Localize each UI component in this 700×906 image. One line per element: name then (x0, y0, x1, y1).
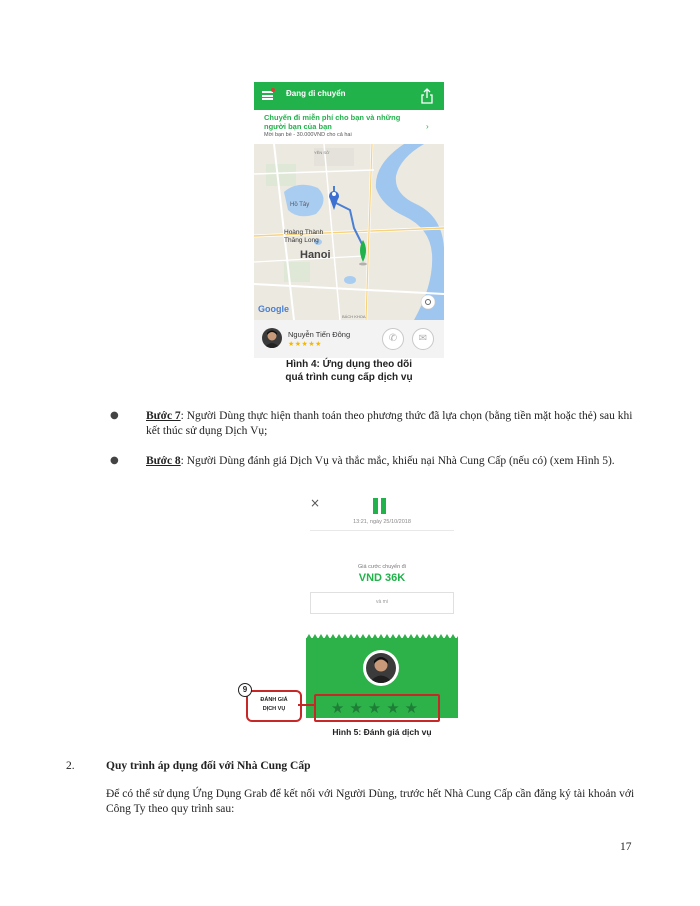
promo-banner[interactable] (254, 110, 444, 144)
callout-line1: ĐÁNH GIÁ (260, 697, 288, 703)
driver-panel (254, 320, 444, 358)
notification-dot-icon (271, 88, 275, 92)
map-label-yen-so: YÊN SỞ (314, 150, 330, 155)
section-paragraph: Để có thể sử dụng Ứng Dụng Grab để kết nối với Người Dùng, trước hết Nhà Cung Cấp cần đăng ký tài khoản với Công Ty theo quy trình sau: (106, 788, 635, 815)
driver-name: Nguyễn Tiến Đông (288, 330, 351, 339)
figure-5-caption: Hình 5: Đánh giá dịch vụ (332, 727, 432, 737)
cash-label: và mi (376, 599, 388, 605)
callout-line2: DỊCH VỤ (262, 706, 286, 712)
divider (310, 530, 454, 531)
figure-5-screenshot (306, 488, 458, 718)
menu-icon[interactable] (262, 91, 273, 100)
callout-number-badge: 9 (238, 683, 252, 697)
map-label-ho-tay: Hồ Tây (290, 202, 310, 208)
bullet-step-8 (146, 454, 636, 469)
cash-box (310, 592, 454, 614)
bullet-label: Bước 7 (146, 410, 181, 422)
message-button[interactable] (412, 328, 434, 350)
promo-subtitle: Mời bạn bè - 30.000VND cho cả hai (264, 132, 352, 138)
section-title: Quy trình áp dụng đối với Nhà Cung Cấp (106, 760, 311, 772)
fare-value: VND 36K (358, 572, 406, 584)
promo-title: Chuyến đi miễn phí cho bạn và những người bạn của bạn (264, 113, 401, 131)
pause-icon (372, 498, 388, 514)
figure-4-screenshot (254, 82, 444, 358)
bullet-text: : Người Dùng thực hiện thanh toán theo phương thức đã lựa chọn (bằng tiền mặt hoặc thẻ) sau khi kết thúc sử dụng Dịch Vụ; (146, 410, 633, 437)
map-label-citadel-2: Thăng Long (284, 237, 319, 244)
bullet-icon: ● (110, 455, 119, 466)
mail-icon: ✉ (418, 333, 428, 344)
close-icon[interactable]: × (310, 496, 321, 510)
map-label-citadel-1: Hoàng Thành (284, 229, 324, 236)
app-header (254, 82, 444, 110)
bullet-label: Bước 8 (146, 455, 181, 467)
figure-4-caption-line1: Hình 4: Ứng dụng theo dõi (285, 359, 413, 370)
call-button[interactable] (382, 328, 404, 350)
google-logo: Google (258, 304, 289, 314)
map-view[interactable] (254, 144, 444, 320)
driver-avatar (262, 328, 282, 348)
map-label-hanoi: Hanoi (300, 249, 331, 261)
figure-4-caption-line2: quá trình cung cấp dịch vụ (285, 372, 413, 383)
app-header-title: Đang di chuyển (286, 89, 346, 98)
section-number: 2. (66, 760, 75, 772)
driver-rating-stars: ★★★★★ (288, 340, 322, 348)
trip-time: 13:21, ngày 25/10/2018 (353, 519, 411, 525)
share-icon[interactable] (420, 88, 434, 104)
bullet-step-7 (146, 409, 636, 439)
fare-label: Giá cước chuyến đi (358, 564, 406, 570)
page-number: 17 (620, 841, 632, 853)
bullet-text: : Người Dùng đánh giá Dịch Vụ và thắc mắc, khiếu nại Nhà Cung Cấp (nếu có) (xem Hình 5). (180, 455, 615, 467)
phone-icon: ✆ (388, 333, 398, 344)
bullet-icon: ● (110, 410, 119, 421)
callout-rate-service (246, 690, 302, 722)
rating-stars[interactable]: ★★★★★ (330, 699, 424, 717)
chevron-right-icon: › (426, 122, 429, 131)
rating-stars-box[interactable] (314, 694, 440, 722)
driver-avatar (363, 650, 399, 686)
figure-4-caption (254, 358, 444, 384)
callout-connector (298, 704, 314, 706)
map-label-bach-khoa: BÁCH KHOA (342, 314, 366, 319)
